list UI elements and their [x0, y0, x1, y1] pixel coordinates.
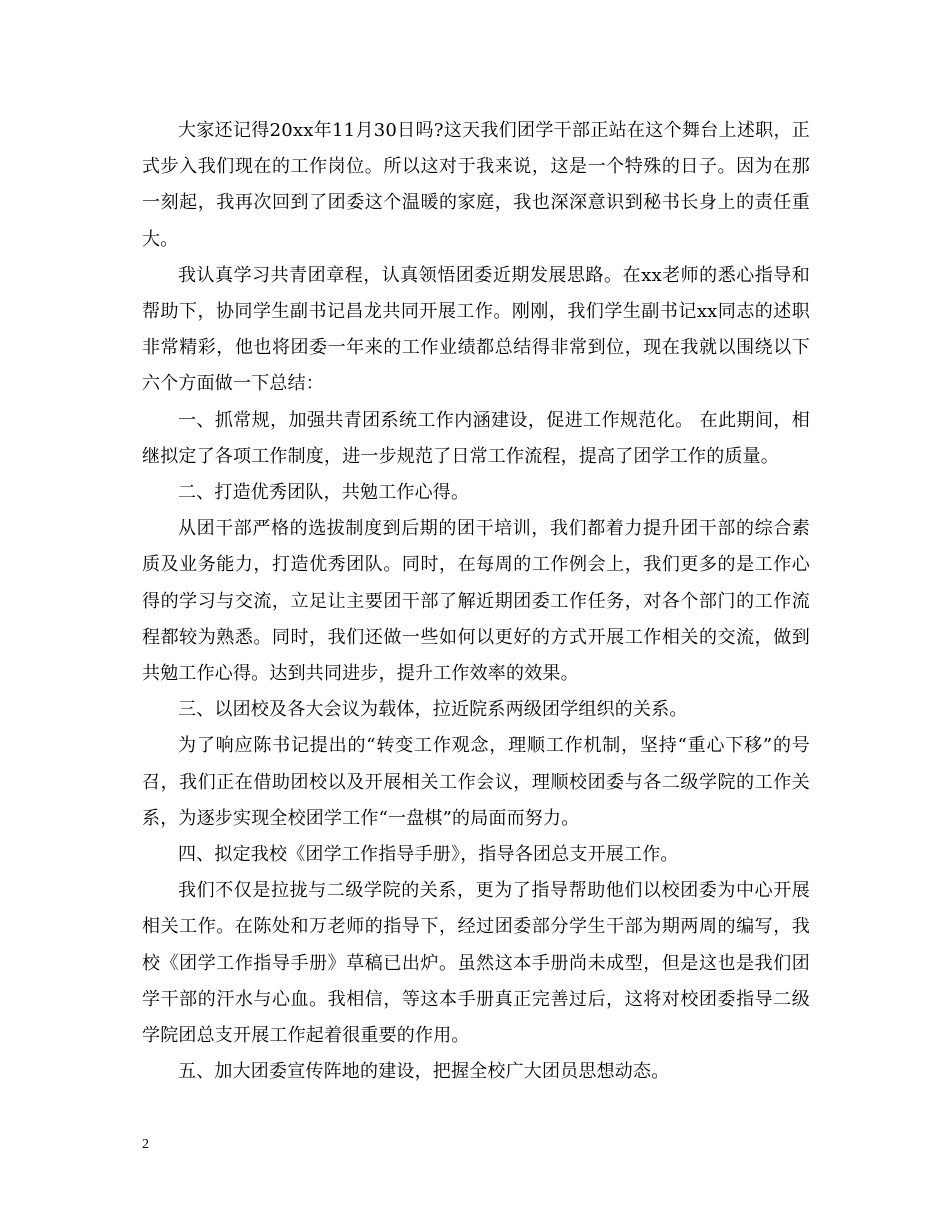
paragraph-4: 为了响应陈书记提出的“转变工作观念，理顺工作机制，坚持“重心下移”的号召，我们正在借助团校以及开展相关工作会议，理顺校团委与各二级学院的工作关系，为逐步实现全校团学工作“一盘棋”的局面而努力。 — [142, 735, 810, 829]
section-heading-1: 一、抓常规，加强共青团系统工作内涵建设，促进工作规范化。 在此期间，相继拟定了各项工作制度，进一步规范了日常工作流程，提高了团学工作的质量。 — [142, 409, 810, 467]
section-heading-2: 二、打造优秀团队，共勉工作心得。 — [178, 482, 470, 504]
document-body — [142, 113, 810, 1090]
page-number: 2 — [142, 1137, 149, 1152]
section-heading-5: 五、加大团委宣传阵地的建设，把握全校广大团员思想动态。 — [178, 1061, 670, 1083]
paragraph-3: 从团干部严格的选拔制度到后期的团干培训，我们都着力提升团干部的综合素质及业务能力，打造优秀团队。同时，在每周的工作例会上，我们更多的是工作心得的学习与交流，立足让主要团干部了解近期团委工作任务，对各个部门的工作流程都较为熟悉。同时，我们还做一些如何以更好的方式开展工作相关的交流，做到共勉工作心得。达到共同进步，提升工作效率的效果。 — [142, 518, 810, 685]
section-heading-4: 四、拟定我校《团学工作指导手册》，指导各团总支开展工作。 — [178, 844, 679, 866]
paragraph-1: 大家还记得20xx年11月30日吗?这天我们团学干部正站在这个舞台上述职，正式步入我们现在的工作岗位。所以这对于我来说，这是一个特殊的日子。因为在那一刻起，我再次回到了团委这个温暖的家庭，我也深深意识到秘书长身上的责任重大。 — [142, 120, 810, 250]
section-heading-3: 三、以团校及各大会议为载体，拉近院系两级团学组织的关系。 — [178, 699, 688, 721]
paragraph-5: 我们不仅是拉拢与二级学院的关系，更为了指导帮助他们以校团委为中心开展相关工作。在陈处和万老师的指导下，经过团委部分学生干部为期两周的编写，我校《团学工作指导手册》草稿已出炉。虽然这本手册尚未成型，但是这也是我们团学干部的汗水与心血。我相信，等这本手册真正完善过后，这将对校团委指导二级学院团总支开展工作起着很重要的作用。 — [142, 880, 810, 1047]
paragraph-2: 我认真学习共青团章程，认真领悟团委近期发展思路。在xx老师的悉心指导和帮助下，协同学生副书记昌龙共同开展工作。刚刚，我们学生副书记xx同志的述职非常精彩，他也将团委一年来的工作业绩都总结得非常到位，现在我就以围绕以下六个方面做一下总结： — [142, 264, 810, 395]
